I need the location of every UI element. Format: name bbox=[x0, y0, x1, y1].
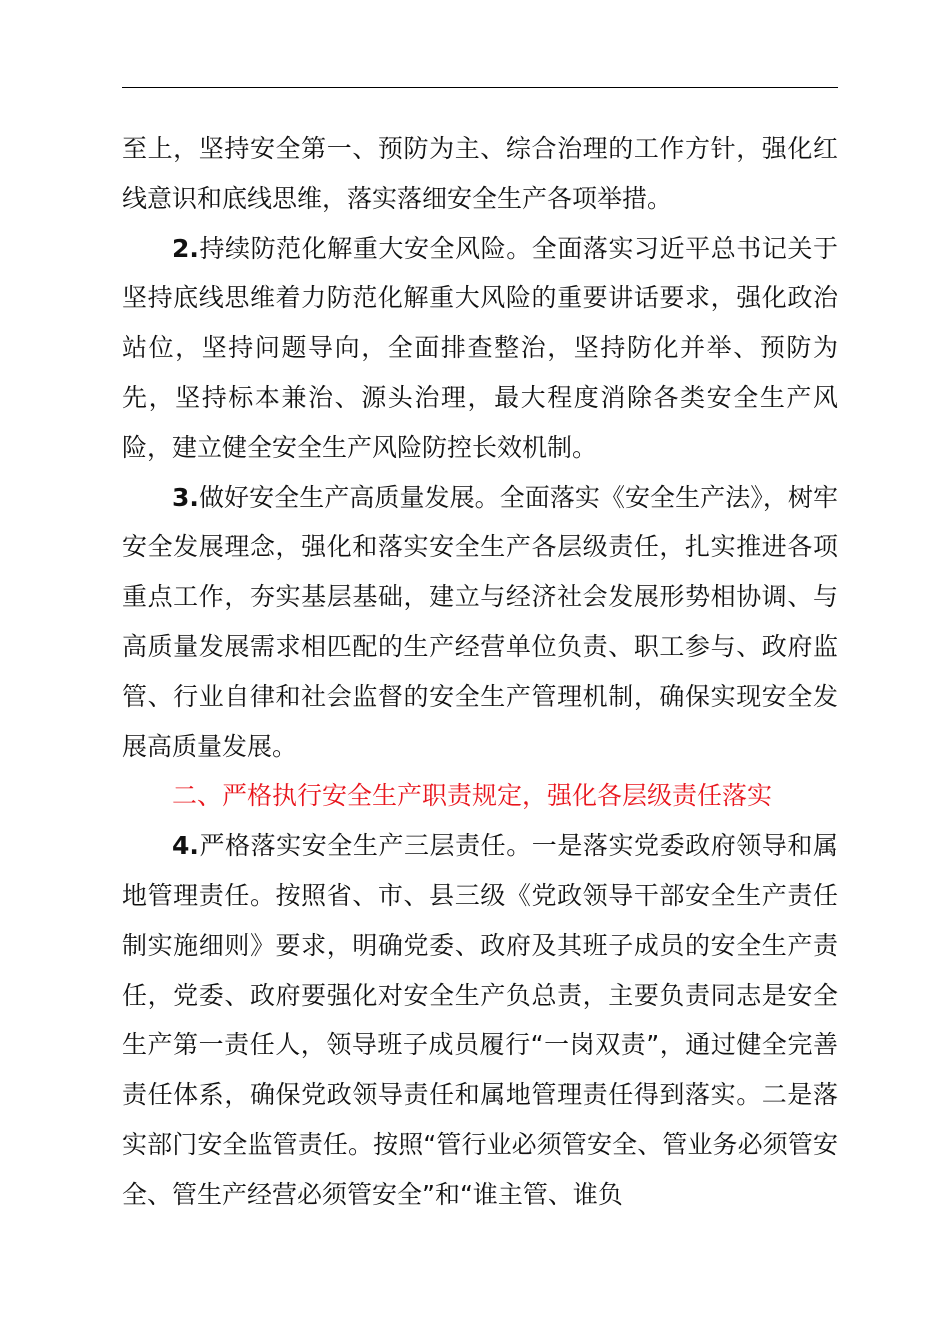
paragraph-item-2 bbox=[122, 224, 838, 473]
paragraph-text: 做好安全生产高质量发展。全面落实《安全生产法》，树牢安全发展理念，强化和落实安全生产各层级责任，扎实推进各项重点工作，夯实基层基础，建立与经济社会发展形势相协调、与高质量发展需求相匹配的生产经营单位负责、职工参与、政府监管、行业自律和社会监督的安全生产管理机制，确保实现安全发展高质量发展。 bbox=[122, 482, 838, 761]
item-number: 2. bbox=[172, 233, 199, 263]
paragraph-continuation bbox=[122, 124, 838, 224]
paragraph-text: 至上，坚持安全第一、预防为主、综合治理的工作方针，强化红线意识和底线思维，落实落细安全生产各项举措。 bbox=[122, 134, 838, 213]
item-number: 4. bbox=[172, 831, 199, 861]
paragraph-text: 持续防范化解重大安全风险。全面落实习近平总书记关于坚持底线思维着力防范化解重大风险的重要讲话要求，强化政治站位，坚持问题导向，全面排查整治，坚持防化并举、预防为先，坚持标本兼治、源头治理，最大程度消除各类安全生产风险，建立健全安全生产风险防控长效机制。 bbox=[122, 233, 838, 462]
paragraph-item-3 bbox=[122, 473, 838, 772]
document-body bbox=[122, 124, 838, 1220]
section-heading-text: 二、严格执行安全生产职责规定，强化各层级责任落实 bbox=[172, 781, 773, 811]
paragraph-text: 严格落实安全生产三层责任。一是落实党委政府领导和属地管理责任。按照省、市、县三级《党政领导干部安全生产责任制实施细则》要求，明确党委、政府及其班子成员的安全生产责任，党委、政府要强化对安全生产负总责，主要负责同志是安全生产第一责任人，领导班子成员履行“一岗双责”，通过健全完善责任体系，确保党政领导责任和属地管理责任得到落实。二是落实部门安全监管责任。按照“管行业必须管安全、管业务必须管安全、管生产经营必须管安全”和“谁主管、谁负 bbox=[122, 831, 838, 1209]
paragraph-item-4 bbox=[122, 821, 838, 1219]
item-number: 3. bbox=[172, 482, 199, 512]
section-heading bbox=[122, 771, 838, 821]
header-rule bbox=[122, 87, 838, 88]
